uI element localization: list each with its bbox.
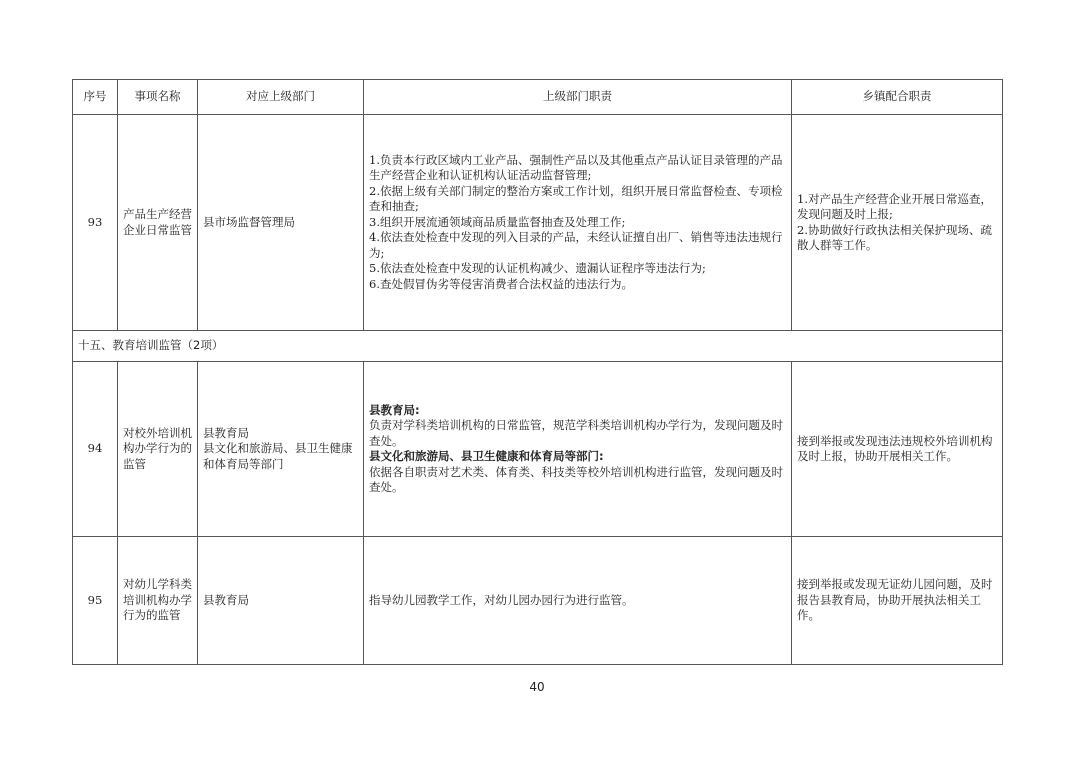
responsibility-table — [72, 79, 1003, 665]
table-row-93 — [73, 115, 1003, 331]
row-town: 接到举报或发现违法违规校外培训机构及时上报，协助开展相关工作。 — [792, 362, 1003, 537]
row-duty — [364, 362, 792, 537]
row-town: 接到举报或发现无证幼儿园问题，及时报告县教育局，协助开展执法相关工作。 — [792, 537, 1003, 665]
page-number: 40 — [529, 680, 545, 694]
row-town — [792, 115, 1003, 331]
table-header-row — [73, 80, 1003, 115]
header-duty: 上级部门职责 — [364, 80, 792, 115]
duty-text: 依据各自职责对艺术类、体育类、科技类等校外培训机构进行监管，发现问题及时查处。 — [369, 464, 783, 494]
dept-line: 县教育局 — [203, 425, 249, 440]
row-no: 95 — [73, 537, 118, 665]
header-town: 乡镇配合职责 — [792, 80, 1003, 115]
row-item: 对校外培训机构办学行为的监管 — [118, 362, 198, 537]
section-title: 十五、教育培训监管（2项） — [73, 331, 1003, 362]
row-dept: 县教育局 — [198, 537, 364, 665]
duty-line: 4.依法查处检查中发现的列入目录的产品，未经认证擅自出厂、销售等违法违规行为; — [369, 230, 783, 260]
section-row — [73, 331, 1003, 362]
table-row-94 — [73, 362, 1003, 537]
duty-text: 负责对学科类培训机构的日常监管，规范学科类培训机构办学行为，发现问题及时查处。 — [369, 418, 783, 448]
header-item: 事项名称 — [118, 80, 198, 115]
row-no: 94 — [73, 362, 118, 537]
header-dept: 对应上级部门 — [198, 80, 364, 115]
row-duty — [364, 115, 792, 331]
town-line: 1.对产品生产经营企业开展日常巡查，发现问题及时上报; — [797, 191, 992, 221]
duty-heading: 县教育局: — [369, 402, 420, 417]
town-line: 2.协助做好行政执法相关保护现场、疏散人群等工作。 — [797, 222, 992, 252]
duty-line: 1.负责本行政区域内工业产品、强制性产品以及其他重点产品认证目录管理的产品生产经营企业和认证机构认证活动监督管理; — [369, 152, 783, 183]
row-no: 93 — [73, 115, 118, 331]
dept-line: 县文化和旅游局、县卫生健康和体育局等部门 — [203, 441, 353, 471]
row-dept: 县市场监督管理局 — [198, 115, 364, 331]
row-item: 产品生产经营企业日常监管 — [118, 115, 198, 331]
duty-line: 6.查处假冒伪劣等侵害消费者合法权益的违法行为。 — [369, 276, 633, 291]
row-duty: 指导幼儿园教学工作，对幼儿园办园行为进行监管。 — [364, 537, 792, 665]
row-item: 对幼儿学科类培训机构办学行为的监管 — [118, 537, 198, 665]
duty-line: 2.依据上级有关部门制定的整治方案或工作计划，组织开展日常监督检查、专项检查和抽查; — [369, 183, 783, 214]
duty-line: 5.依法查处检查中发现的认证机构减少、遗漏认证程序等违法行为; — [369, 261, 706, 276]
row-dept — [198, 362, 364, 537]
duty-line: 3.组织开展流通领域商品质量监督抽查及处理工作; — [369, 214, 626, 229]
table-row-95 — [73, 537, 1003, 665]
header-no: 序号 — [73, 80, 118, 115]
duty-heading: 县文化和旅游局、县卫生健康和体育局等部门: — [369, 449, 604, 463]
